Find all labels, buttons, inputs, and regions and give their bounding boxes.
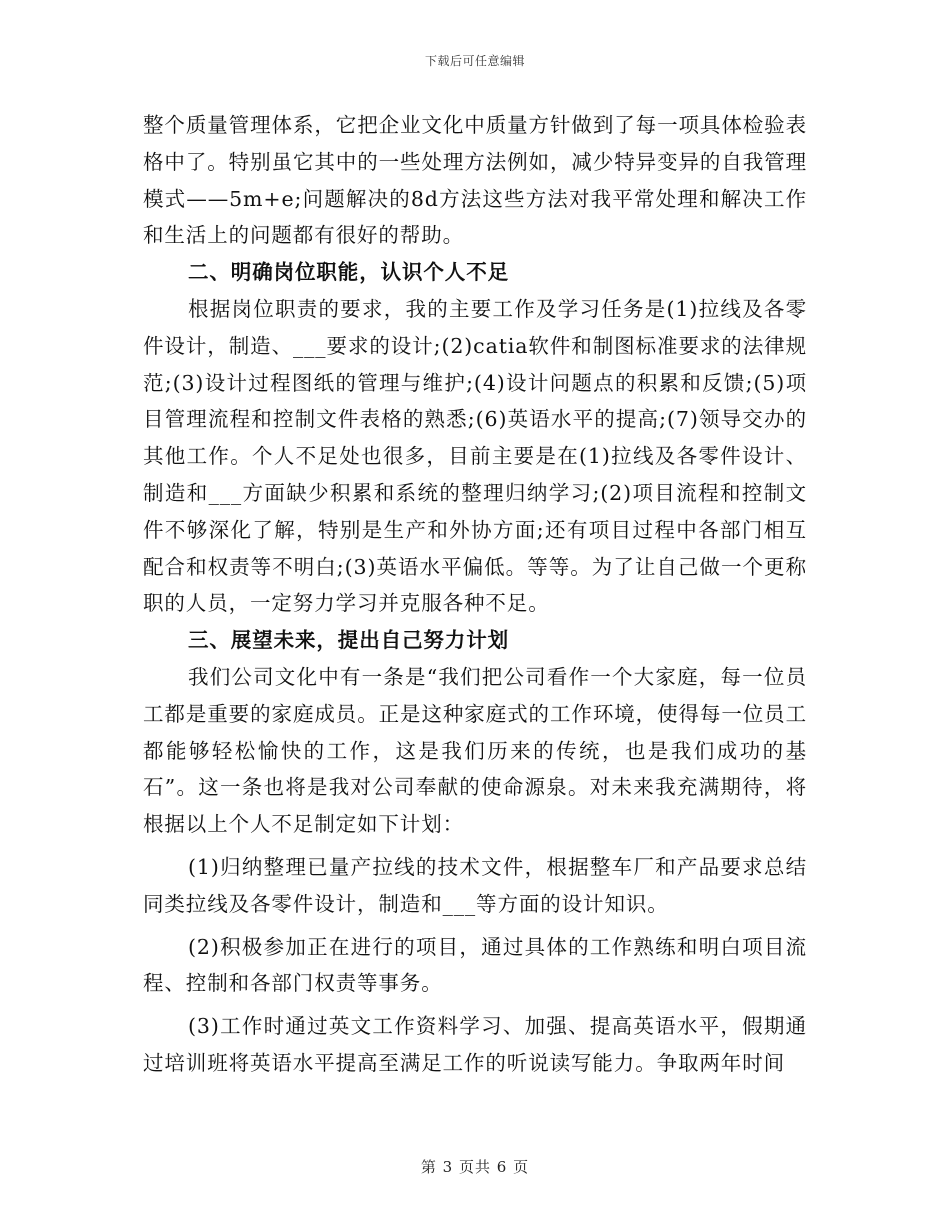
paragraph-company-culture: 我们公司文化中有一条是“我们把公司看作一个大家庭，每一位员工都是重要的家庭成员。正是这种家庭式的工作环境，使得每一位员工都能够轻松愉快的工作，这是我们历来的传统，也是我们成功的基石”。这一条也将是我对公司奉献的使命源泉。对未来我充满期待，将根据以上个人不足制定如下计划：: [143, 664, 807, 837]
paragraph-continuation: 整个质量管理体系，它把企业文化中质量方针做到了每一项具体检验表格中了。特别虽它其中的一些处理方法例如，减少特异变异的自我管理模式——5m+e;问题解决的8d方法这些方法对我平常处理和解决工作和生活上的问题都有很好的帮助。: [143, 113, 807, 248]
section-heading-3: 三、展望未来，提出自己努力计划: [188, 628, 509, 653]
plan-item-1: (1)归纳整理已量产拉线的技术文件，根据整车厂和产品要求总结同类拉线及各零件设计，制造和___等方面的设计知识。: [143, 854, 807, 916]
document-body: [143, 107, 807, 1082]
plan-item-2: (2)积极参加正在进行的项目，通过具体的工作熟练和明白项目流程、控制和各部门权责等事务。: [143, 934, 807, 996]
paragraph-job-duties: 根据岗位职责的要求，我的主要工作及学习任务是(1)拉线及各零件设计，制造、___要求的设计;(2)catia软件和制图标准要求的法律规范;(3)设计过程图纸的管理与维护;(4)设计问题点的积累和反馈;(5)项目管理流程和控制文件表格的熟悉;(6)英语水平的提高;(7)领导交办的其他工作。个人不足处也很多，目前主要是在(1)拉线及各零件设计、制造和___方面缺少积累和系统的整理归纳学习;(2)项目流程和控制文件不够深化了解，特别是生产和外协方面;还有项目过程中各部门相互配合和权责等不明白;(3)英语水平偏低。等等。为了让自己做一个更称职的人员，一定努力学习并克服各种不足。: [143, 296, 807, 616]
page-header: 下载后可任意编辑: [424, 54, 525, 68]
plan-item-3: (3)工作时通过英文工作资料学习、加强、提高英语水平，假期通过培训班将英语水平提高至满足工作的听说读写能力。争取两年时间: [143, 1014, 807, 1075]
section-heading-2: 二、明确岗位职能，认识个人不足: [188, 260, 509, 285]
page-number: 第 3 页共 6 页: [420, 1158, 530, 1176]
